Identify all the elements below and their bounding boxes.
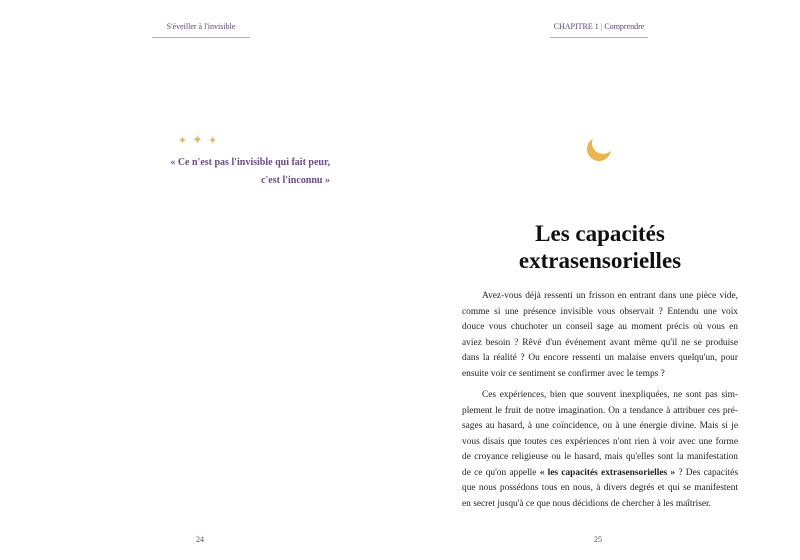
text-line: vous disais que toutes ces expériences n'ont rien à voir avec une forme: [462, 436, 738, 447]
running-head-left: S'éveiller à l'invisible: [152, 22, 250, 38]
stars-ornament-icon: ✦✦✦: [177, 132, 223, 147]
body-text: [462, 289, 738, 518]
chapter-label: CHAPITRE 1: [553, 22, 599, 31]
running-head-right: [550, 22, 648, 38]
text-line: en secret jusqu'à ce que nous décidions de chercher à les maîtriser.: [462, 498, 711, 509]
text-line: sages au hasard, à une coïncidence, ou à une énergie divine. Mais si je: [462, 421, 738, 431]
text-fragment: ? Des capacités: [675, 467, 738, 478]
text-line: comme si une présence invisible vous observait ? Entendu une voix: [462, 306, 738, 317]
emphasis-term: « les capacités extrasensorielles »: [539, 467, 676, 478]
right-page: [400, 0, 800, 560]
text-line: Ces expériences, bien que souvent inexpliquées, ne sont pas sim-: [482, 390, 738, 400]
text-line: que nous possédons tous en nous, à divers degrés et qui se manifestent: [462, 483, 738, 493]
paragraph: [462, 289, 738, 382]
text-line: ensuite voir ce sentiment se confirmer avec le temps ?: [462, 368, 665, 379]
text-line-emphasis: [462, 466, 738, 482]
text-line: dans la réalité ? Ou encore ressenti un malaise envers quelqu'un, pour: [462, 353, 738, 363]
epigraph-quote: [90, 154, 330, 190]
section-label: Comprendre: [604, 22, 645, 31]
quote-line: c'est l'inconnu »: [261, 175, 330, 186]
chapter-title-line: extrasensorielles: [518, 248, 682, 273]
text-line: de croyance religieuse ou le hasard, mais qu'elles sont la manifestation: [462, 452, 738, 462]
page-number-left: 24: [196, 535, 204, 544]
text-line: plement le fruit de notre imagination. On a tendance à attribuer ces pré-: [462, 405, 738, 416]
page-number-right: 25: [594, 535, 602, 544]
chapter-title-line: Les capacités: [535, 221, 665, 246]
text-line: Avez-vous déjà ressenti un frisson en entrant dans une pièce vide,: [482, 291, 738, 301]
quote-line: « Ce n'est pas l'invisible qui fait peur,: [170, 157, 330, 168]
text-line: aviez besoin ? Rêvé d'un événement avant même qu'il ne se produise: [462, 337, 738, 348]
paragraph: [462, 388, 738, 512]
text-fragment: de ce qu'on appelle: [462, 467, 540, 478]
chapter-title: [460, 220, 740, 274]
chapter-separator: |: [600, 22, 603, 31]
crescent-moon-icon: [585, 133, 615, 163]
text-line: douce vous chuchoter un conseil sage au moment précis où vous en: [462, 322, 738, 332]
